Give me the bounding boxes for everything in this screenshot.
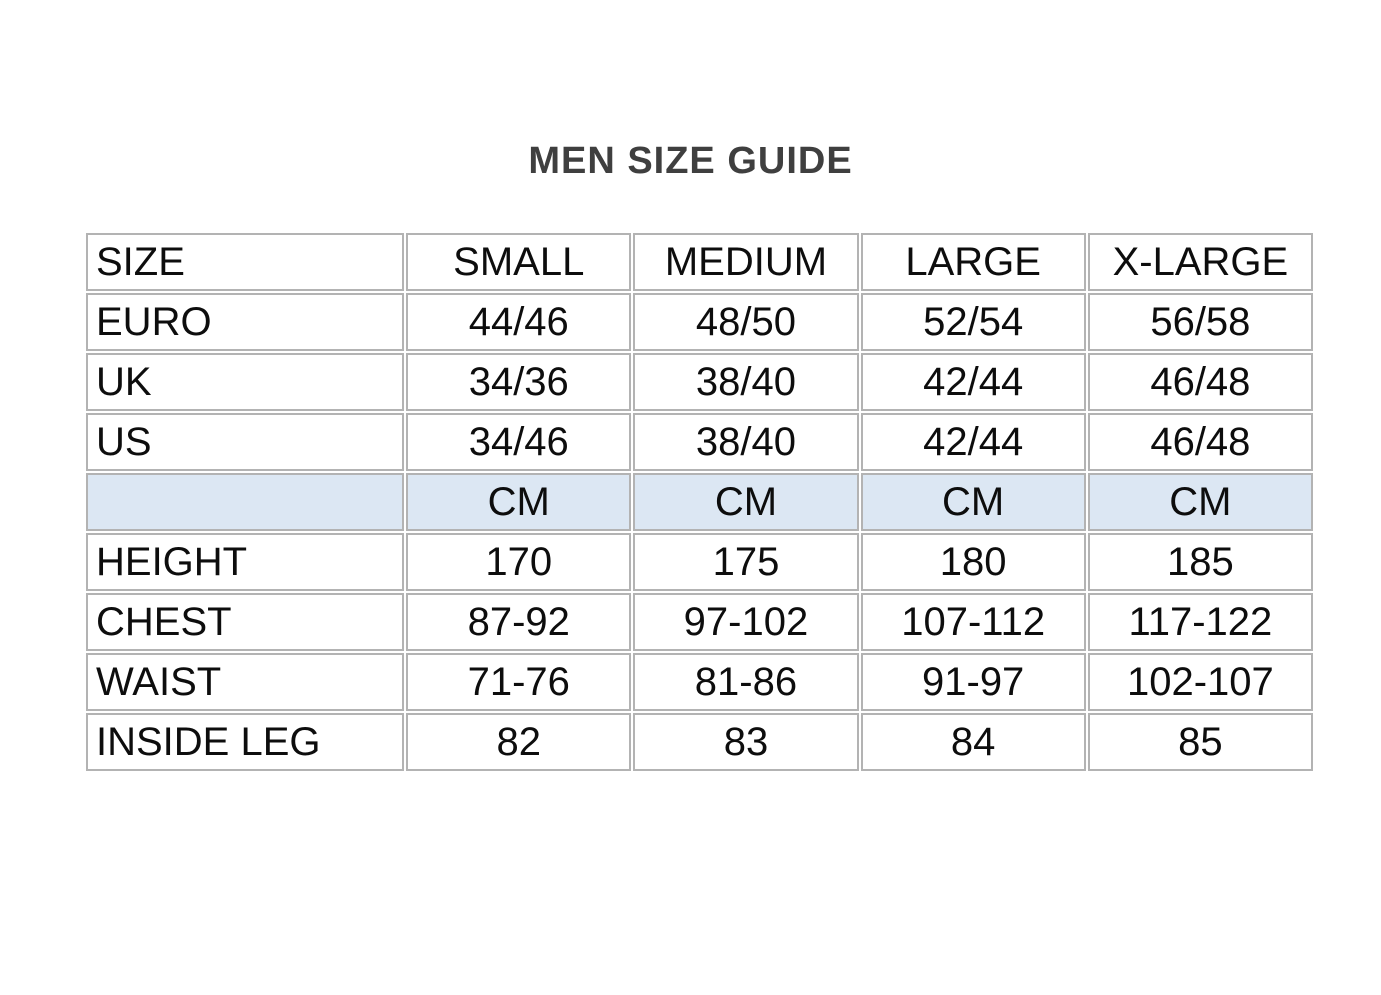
value-cell: 85: [1088, 713, 1313, 771]
value-cell: 83: [633, 713, 858, 771]
value-cell: 42/44: [861, 353, 1086, 411]
value-cell: 87-92: [406, 593, 631, 651]
column-header-size: SIZE: [86, 233, 404, 291]
value-cell: 56/58: [1088, 293, 1313, 351]
table-header-row: [86, 233, 1313, 291]
value-cell: 52/54: [861, 293, 1086, 351]
value-cell: CM: [633, 473, 858, 531]
value-cell: 102-107: [1088, 653, 1313, 711]
row-label-cell: WAIST: [86, 653, 404, 711]
value-cell: 185: [1088, 533, 1313, 591]
value-cell: 71-76: [406, 653, 631, 711]
table-row: [86, 713, 1313, 771]
value-cell: 42/44: [861, 413, 1086, 471]
men-size-guide-table: [84, 231, 1315, 773]
value-cell: 175: [633, 533, 858, 591]
value-cell: CM: [406, 473, 631, 531]
value-cell: 81-86: [633, 653, 858, 711]
column-header-small: SMALL: [406, 233, 631, 291]
table-row: [86, 353, 1313, 411]
value-cell: 170: [406, 533, 631, 591]
value-cell: 46/48: [1088, 353, 1313, 411]
value-cell: 97-102: [633, 593, 858, 651]
table-row: [86, 473, 1313, 531]
table-row: [86, 533, 1313, 591]
value-cell: CM: [861, 473, 1086, 531]
value-cell: 117-122: [1088, 593, 1313, 651]
table-row: [86, 653, 1313, 711]
row-label-cell: US: [86, 413, 404, 471]
value-cell: 44/46: [406, 293, 631, 351]
row-label-cell: HEIGHT: [86, 533, 404, 591]
table-row: [86, 293, 1313, 351]
value-cell: 48/50: [633, 293, 858, 351]
row-label-cell: INSIDE LEG: [86, 713, 404, 771]
column-header-large: LARGE: [861, 233, 1086, 291]
row-label-cell: [86, 473, 404, 531]
value-cell: 107-112: [861, 593, 1086, 651]
row-label-cell: UK: [86, 353, 404, 411]
value-cell: 34/36: [406, 353, 631, 411]
value-cell: 46/48: [1088, 413, 1313, 471]
table-row: [86, 593, 1313, 651]
row-label-cell: CHEST: [86, 593, 404, 651]
column-header-x-large: X-LARGE: [1088, 233, 1313, 291]
value-cell: 82: [406, 713, 631, 771]
table-body: [86, 293, 1313, 771]
value-cell: 91-97: [861, 653, 1086, 711]
table-row: [86, 413, 1313, 471]
page-title: MEN SIZE GUIDE: [528, 140, 853, 182]
column-header-medium: MEDIUM: [633, 233, 858, 291]
value-cell: 38/40: [633, 413, 858, 471]
value-cell: 38/40: [633, 353, 858, 411]
value-cell: 34/46: [406, 413, 631, 471]
value-cell: CM: [1088, 473, 1313, 531]
row-label-cell: EURO: [86, 293, 404, 351]
value-cell: 84: [861, 713, 1086, 771]
value-cell: 180: [861, 533, 1086, 591]
